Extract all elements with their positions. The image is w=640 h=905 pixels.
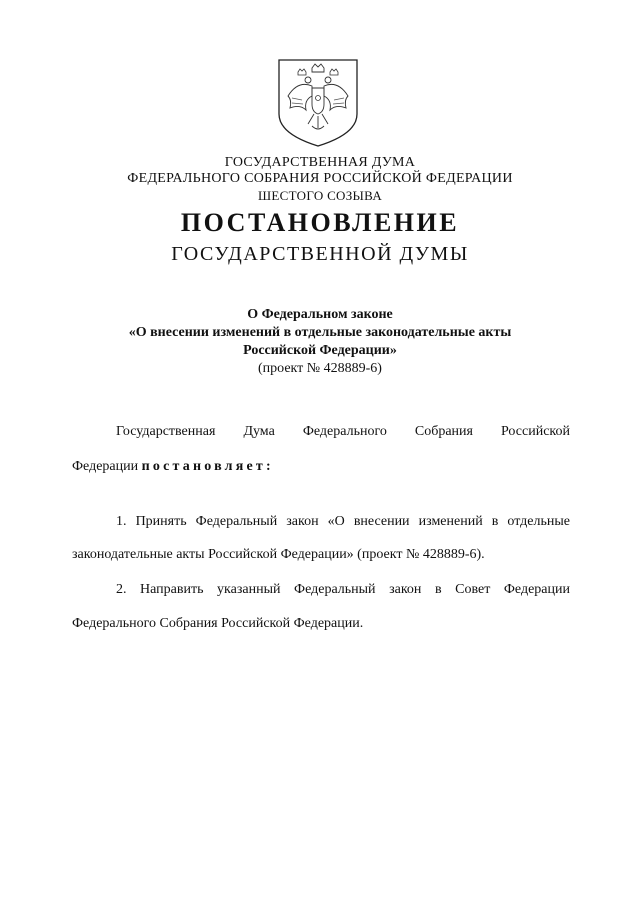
item-2-line-1: 2. Направить указанный Федеральный закон в Совет Федерации <box>116 582 570 597</box>
header-line-federal-assembly: ФЕДЕРАЛЬНОГО СОБРАНИЯ РОССИЙСКОЙ ФЕДЕРАЦИИ <box>127 171 513 186</box>
item-2-line-2: Федерального Собрания Российской Федерации. <box>72 616 364 631</box>
item-1-line-1: 1. Принять Федеральный закон «О внесении изменений в отдельные <box>116 514 570 529</box>
header-line-convocation: ШЕСТОГО СОЗЫВА <box>257 188 383 203</box>
law-line-2: «О внесении изменений в отдельные законодательные акты <box>128 325 512 340</box>
intro-line-2-text: Федерации <box>72 459 142 474</box>
document-subtitle: ГОСУДАРСТВЕННОЙ ДУМЫ <box>171 243 469 265</box>
law-project-number: (проект № 428889-6) <box>258 361 382 376</box>
header-line-state-duma: ГОСУДАРСТВЕННАЯ ДУМА <box>224 155 416 170</box>
decree-word: постановляет: <box>141 459 274 474</box>
document-title: ПОСТАНОВЛЕНИЕ <box>180 208 460 237</box>
intro-line-1: Государственная Дума Федерального Собрания Российской <box>116 424 570 439</box>
coat-of-arms-emblem <box>276 56 360 148</box>
item-1-line-2: законодательные акты Российской Федерации» (проект № 428889-6). <box>72 547 485 562</box>
law-line-3: Российской Федерации» <box>243 343 397 358</box>
law-reference-block <box>0 306 640 378</box>
law-line-1: О Федеральном законе <box>247 307 393 322</box>
intro-line-2 <box>72 459 570 475</box>
